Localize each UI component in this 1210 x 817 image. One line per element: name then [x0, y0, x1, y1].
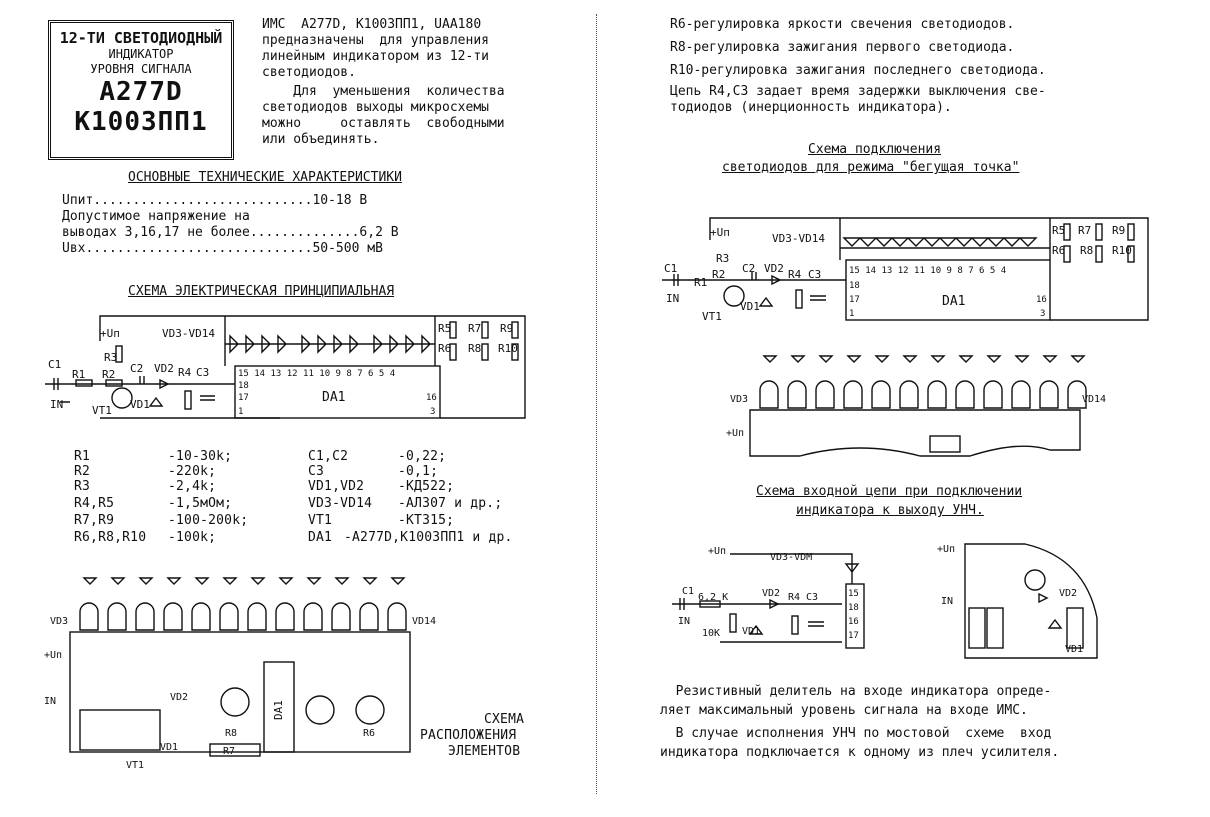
part-name: R7,R9 — [74, 513, 115, 528]
part-name: VD1,VD2 — [308, 479, 365, 494]
r9-label: R9 — [500, 322, 514, 335]
intro-line: ИМС А277D, К1003ПП1, UAA180 — [262, 17, 482, 32]
r6-layout-label: R6 — [363, 728, 376, 739]
in-input-label: IN — [678, 616, 691, 627]
r4-right-label: R4 — [788, 268, 802, 281]
title-chip-2: К1003ПП1 — [74, 107, 208, 137]
part-value: -А277D,К1003ПП1 и др. — [344, 530, 513, 545]
led-board-right — [720, 350, 1140, 465]
part-name: R4,R5 — [74, 496, 115, 511]
input-circuit-heading-1: Схема входной цепи при подключении — [756, 484, 1023, 499]
un-layout-input-label: +Uп — [937, 544, 956, 555]
r62k-label: 6,2 K — [698, 592, 729, 603]
r5-label: R5 — [438, 322, 452, 335]
pin-3-right: 3 — [1040, 309, 1046, 319]
r7-label: R7 — [468, 322, 482, 335]
vdm-label: VD3-VDМ — [770, 552, 813, 563]
input-circuit-heading-2: индикатора к выходу УНЧ. — [796, 503, 984, 518]
un-input-label: +Uп — [708, 546, 727, 557]
bottom-line: ляет максимальный уровень сигнала на входе ИМС. — [660, 703, 1028, 718]
layout-caption-1: СХЕМА — [484, 712, 525, 727]
vd2-right-label: VD2 — [764, 262, 784, 275]
bottom-line: Резистивный делитель на входе индикатора опреде- — [660, 684, 1052, 699]
vd14-right-board-label: VD14 — [1082, 394, 1107, 405]
note-line: тодиодов (инерционность индикатора). — [670, 100, 952, 115]
vd3-vd14-right-label: VD3-VD14 — [772, 232, 825, 245]
part-value: -АЛ307 и др.; — [398, 496, 503, 511]
r10-label: R10 — [498, 342, 518, 355]
running-dot-heading-2: светодиодов для режима "бегущая точка" — [722, 160, 1020, 175]
part-name: DA1 — [308, 530, 333, 545]
vd1-right-label: VD1 — [740, 300, 760, 313]
page-divider — [596, 14, 597, 794]
un-label: +Uп — [100, 327, 120, 340]
in-layout-input-label: IN — [941, 596, 954, 607]
r10k-label: 10K — [702, 628, 721, 639]
part-name: R3 — [74, 479, 91, 494]
vd3-right-board-label: VD3 — [730, 394, 749, 405]
bottom-line: В случае исполнения УНЧ по мостовой схеме вход — [660, 726, 1052, 741]
note-line: R10-регулировка зажигания последнего светодиода. — [670, 63, 1046, 78]
r3-right-label: R3 — [716, 252, 730, 265]
part-value: -10-30k; — [168, 449, 233, 464]
part-name: R1 — [74, 449, 91, 464]
pin-18: 18 — [238, 381, 249, 391]
part-name: R2 — [74, 464, 91, 479]
r6-label: R6 — [438, 342, 452, 355]
title-line-1: 12-ТИ СВЕТОДИОДНЫЙ — [59, 29, 223, 47]
c2-label: C2 — [130, 362, 144, 375]
intro-line: светодиодов выходы микросхемы — [262, 100, 489, 115]
r10-right-label: R10 — [1112, 244, 1132, 257]
title-line-3: УРОВНЯ СИГНАЛА — [90, 62, 192, 76]
r9-right-label: R9 — [1112, 224, 1126, 237]
part-value: -2,4k; — [168, 479, 217, 494]
part-name: VT1 — [308, 513, 333, 528]
vd1-layout-label: VD1 — [160, 742, 179, 753]
vd3-vd14-label: VD3-VD14 — [162, 327, 215, 340]
part-value: -220k; — [168, 464, 217, 479]
r1-right-label: R1 — [694, 276, 708, 289]
specs-heading: ОСНОВНЫЕ ТЕХНИЧЕСКИЕ ХАРАКТЕРИСТИКИ — [128, 170, 402, 185]
title-chip-1: А277D — [99, 77, 183, 107]
pin-18-right: 18 — [849, 281, 860, 291]
c1-input-label: C1 — [682, 586, 695, 597]
pin-numbers: 15 14 13 12 11 10 9 8 7 6 5 4 — [238, 369, 396, 379]
spec-line: Uпит............................10-18 В — [62, 193, 368, 208]
pin-15-input: 15 — [848, 589, 859, 599]
vd2-layout-label: VD2 — [170, 692, 189, 703]
r8-layout-label: R8 — [225, 728, 238, 739]
running-dot-heading-1: Схема подключения — [808, 142, 942, 157]
part-value: -КТ315; — [398, 513, 455, 528]
r6-right-label: R6 — [1052, 244, 1066, 257]
title-box — [48, 20, 234, 160]
layout-caption-3: ЭЛЕМЕНТОВ — [448, 744, 521, 759]
c2-right-label: C2 — [742, 262, 756, 275]
pin-1-right: 1 — [849, 309, 855, 319]
vd2-input-label: VD2 — [762, 588, 781, 599]
vd2-label: VD2 — [154, 362, 174, 375]
part-value: -0,1; — [398, 464, 439, 479]
circuit-schematic-right — [660, 210, 1160, 330]
in-label: IN — [50, 398, 64, 411]
c1-label: C1 — [48, 358, 62, 371]
r2-right-label: R2 — [712, 268, 726, 281]
pin-16: 16 — [426, 393, 437, 403]
r1-label: R1 — [72, 368, 86, 381]
da1-right-label: DA1 — [942, 294, 966, 309]
r7-right-label: R7 — [1078, 224, 1092, 237]
r5-right-label: R5 — [1052, 224, 1066, 237]
pin-17-right: 17 — [849, 295, 860, 305]
r4-label: R4 — [178, 366, 192, 379]
part-name: R6,R8,R10 — [74, 530, 147, 545]
r7-layout-label: R7 — [223, 746, 236, 757]
in-right-label: IN — [666, 292, 680, 305]
pin-16-right: 16 — [1036, 295, 1047, 305]
in-label: IN — [44, 696, 57, 707]
pin-16-input: 16 — [848, 617, 859, 627]
vd3-label: VD3 — [50, 616, 69, 627]
spec-line: выводах 3,16,17 не более..............6,2 В — [62, 225, 399, 240]
spec-line: Допустимое напряжение на — [62, 209, 250, 224]
intro-line: можно оставлять свободными — [262, 116, 505, 131]
c3-input-label: C3 — [806, 592, 819, 603]
schematic-heading: СХЕМА ЭЛЕКТРИЧЕСКАЯ ПРИНЦИПИАЛЬНАЯ — [128, 284, 395, 299]
un-right-board-label: +Uп — [726, 428, 745, 439]
part-name: C3 — [308, 464, 325, 479]
vd14-label: VD14 — [412, 616, 437, 627]
c3-right-label: C3 — [808, 268, 822, 281]
vt1-right-label: VT1 — [702, 310, 722, 323]
da1-label: DA1 — [322, 390, 346, 405]
part-value: -100-200k; — [168, 513, 249, 528]
pin-17: 17 — [238, 393, 249, 403]
part-value: -100k; — [168, 530, 217, 545]
intro-line: предназначены для управления — [262, 33, 489, 48]
spec-line: Uвх.............................50-500 мВ — [62, 241, 383, 256]
pin-3: 3 — [430, 407, 436, 417]
note-line: R6-регулировка яркости свечения светодиодов. — [670, 17, 1015, 32]
vd2-layout-input-label: VD2 — [1059, 588, 1078, 599]
pin-numbers-right: 15 14 13 12 11 10 9 8 7 6 5 4 — [849, 266, 1007, 276]
pin-1: 1 — [238, 407, 244, 417]
part-value: -КД522; — [398, 479, 455, 494]
r4-input-label: R4 — [788, 592, 801, 603]
vd1-input-label: VD1 — [742, 626, 761, 637]
input-circuit-schematic — [670, 538, 870, 658]
part-name: VD3-VD14 — [308, 496, 373, 511]
da1-layout-label: DA1 — [272, 700, 285, 720]
r8-label: R8 — [468, 342, 482, 355]
vd1-layout-input-label: VD1 — [1065, 644, 1084, 655]
c3-label: C3 — [196, 366, 210, 379]
pin-17-input: 17 — [848, 631, 859, 641]
title-line-2: ИНДИКАТОР — [108, 47, 174, 61]
vd1-label: VD1 — [130, 398, 150, 411]
pin-18-input: 18 — [848, 603, 859, 613]
un-label: +Uп — [44, 650, 63, 661]
intro-line: Для уменьшения количества — [262, 84, 505, 99]
part-name: C1,C2 — [308, 449, 349, 464]
r2-label: R2 — [102, 368, 116, 381]
part-value: -1,5мОм; — [168, 496, 233, 511]
r3-label: R3 — [104, 351, 118, 364]
input-circuit-layout — [935, 538, 1115, 668]
part-value: -0,22; — [398, 449, 447, 464]
layout-caption-2: РАСПОЛОЖЕНИЯ — [420, 728, 517, 743]
c1-right-label: C1 — [664, 262, 678, 275]
note-line: R8-регулировка зажигания первого светодиода. — [670, 40, 1015, 55]
vt1-layout-label: VT1 — [126, 760, 145, 770]
intro-line: или объединять. — [262, 132, 380, 147]
intro-line: светодиодов. — [262, 65, 356, 80]
intro-line: линейным индикатором из 12-ти — [262, 49, 489, 64]
note-line: Цепь R4,C3 задает время задержки выключения све- — [670, 84, 1046, 99]
vt1-label: VT1 — [92, 404, 112, 417]
circuit-schematic-left — [40, 306, 530, 436]
bottom-line: индикатора подключается к одному из плеч усилителя. — [660, 745, 1060, 760]
un-right-label: +Uп — [710, 226, 730, 239]
r8-right-label: R8 — [1080, 244, 1094, 257]
